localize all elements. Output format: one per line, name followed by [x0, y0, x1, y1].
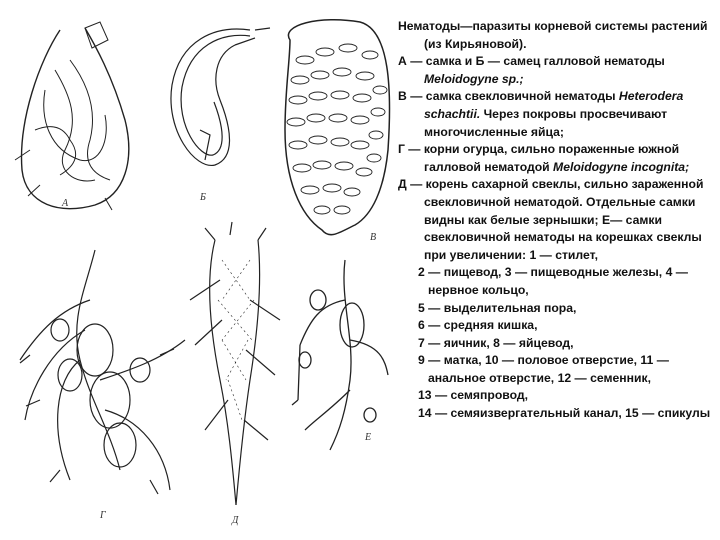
beet-rootlets-with-cysts-drawing-e: [292, 260, 388, 450]
female-nematode-drawing-a: [15, 22, 129, 210]
caption-item-g: Г — корни огурца, сильно пораженные южной галловой нематодой Meloidogyne incognita;: [398, 142, 690, 174]
figure-label-g: Г: [100, 510, 106, 521]
sugar-beet-root-drawing-d: [190, 222, 280, 505]
legend-line: 7 — яичник, 8 — яйцевод,: [418, 335, 574, 350]
legend-line: 13 — семяпровод,: [418, 388, 529, 403]
legend-line: 6 — средняя кишка,: [418, 318, 538, 333]
legend-line: 14 — семяизвергательный канал, 15 — спикулы: [418, 406, 711, 421]
caption-title: Нематоды—паразиты корневой системы растений (из Кирьяновой).: [398, 19, 708, 51]
figure-label-d: Д: [232, 515, 239, 526]
cyst-female-drawing-v: [285, 20, 390, 235]
figure-label-a: А: [62, 198, 69, 209]
caption-item-a: А — самка и Б — самец галловой нематоды Meloidogyne sp.;: [398, 54, 665, 86]
figure-label-e: Е: [365, 432, 372, 443]
male-nematode-drawing-b: [171, 28, 270, 165]
figure-label-v: В: [370, 232, 377, 243]
figure-caption: [398, 18, 716, 423]
caption-item-d: Д — корень сахарной свеклы, сильно зараженной свекловичной нематодой. Отдельные самки видны как белые зернышки; Е— самки свекловичной нематоды на корешках свеклы при увеличении: 1 — стилет,: [398, 177, 704, 262]
galled-cucumber-roots-drawing-g: [20, 250, 185, 494]
caption-item-v: В — самка свекловичной нематоды Heterodera schachtii. Через покровы просвечивают многочисленные яйца;: [398, 89, 684, 139]
legend-line: 9 — матка, 10 — половое отверстие, 11 — анальное отверстие, 12 — семенник,: [418, 353, 669, 385]
legend-line: 2 — пищевод, 3 — пищеводные железы, 4 — нервное кольцо,: [418, 265, 688, 297]
figure-label-b: Б: [200, 192, 206, 203]
legend-line: 5 — выделительная пора,: [418, 300, 577, 315]
